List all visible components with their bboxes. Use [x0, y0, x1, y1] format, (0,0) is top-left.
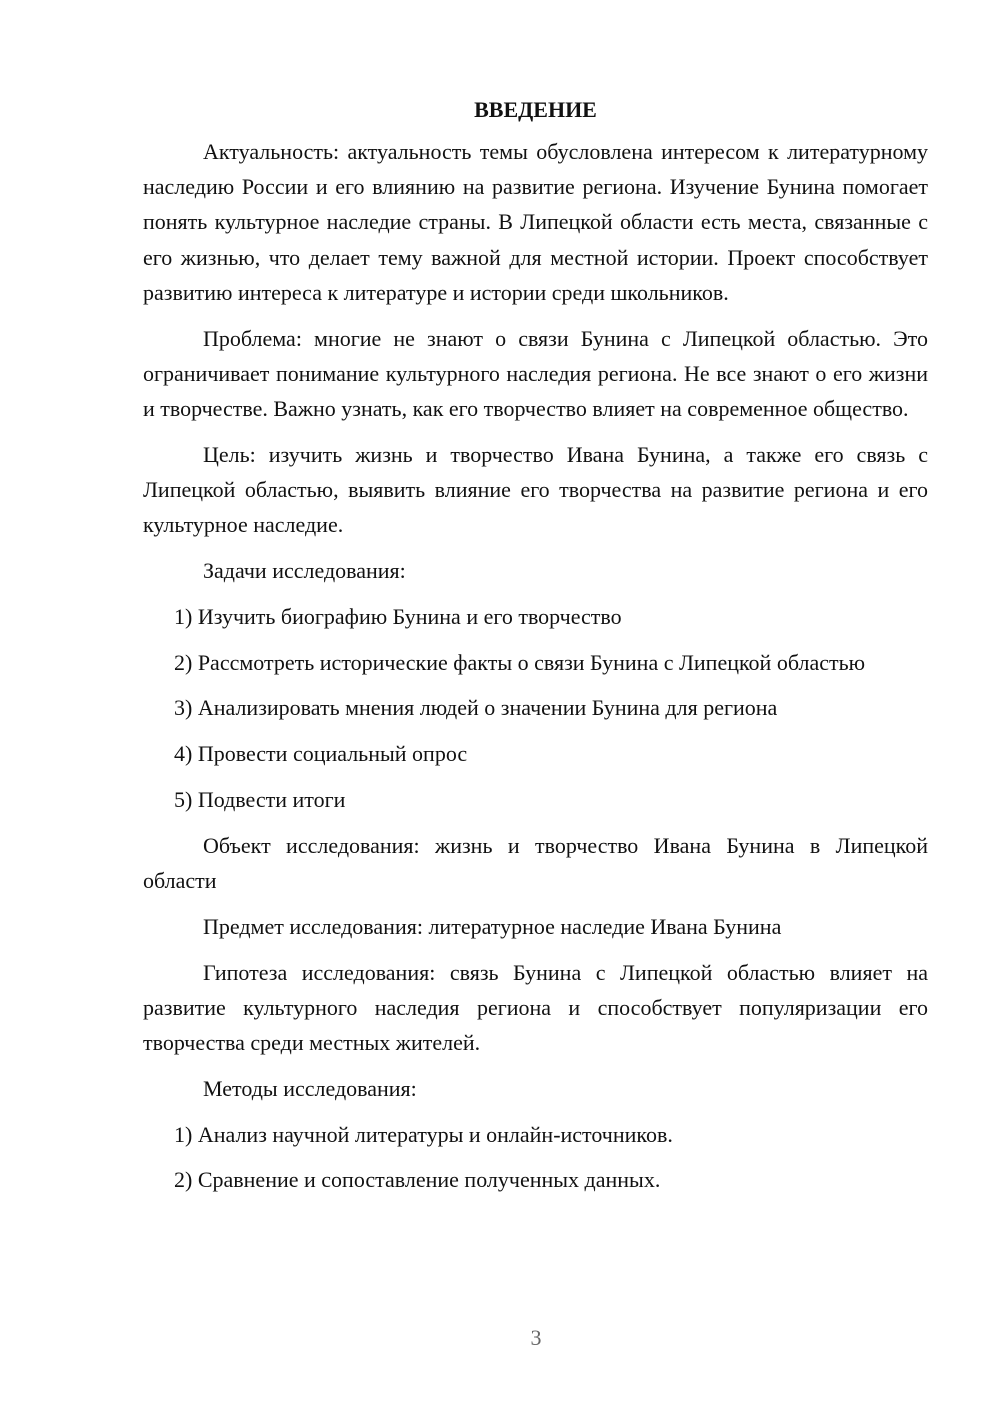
section-heading: ВВЕДЕНИЕ [474, 97, 597, 122]
tasks-heading: Задачи исследования: [203, 558, 406, 584]
goal-paragraph: Цель: изучить жизнь и творчество Ивана Бунина, а также его связь с Липецкой областью, выявить влияние его творчества на развитие региона и его культурное наследие. [143, 441, 928, 538]
methods-heading: Методы исследования: [203, 1075, 417, 1101]
hypothesis-paragraph: Гипотеза исследования: связь Бунина с Липецкой областью влияет на развитие культурного наследия региона и способствует популяризации его творчества среди местных жителей. [143, 959, 928, 1055]
object-paragraph: Объект исследования: жизнь и творчество Ивана Бунина в Липецкой области [143, 832, 928, 893]
problem-paragraph: Проблема: многие не знают о связи Бунина с Липецкой областью. Это ограничивает понимание культурного наследия региона. Не все знают о его жизни и творчестве. Важно узнать, как его творчество влияет на современное общество. [143, 325, 928, 422]
method-item-2: 2) Сравнение и сопоставление полученных данных. [174, 1167, 661, 1193]
subject-paragraph: Предмет исследования: литературное наследие Ивана Бунина [203, 913, 782, 939]
page-content [143, 92, 928, 1208]
page-number: 3 [530, 1325, 542, 1350]
task-item-2: 2) Рассмотреть исторические факты о связи Бунина с Липецкой областью [174, 649, 866, 675]
task-item-3: 3) Анализировать мнения людей о значении Бунина для региона [174, 695, 778, 721]
task-item-5: 5) Подвести итоги [174, 787, 346, 812]
task-item-1: 1) Изучить биографию Бунина и его творчество [174, 603, 622, 629]
relevance-paragraph: Актуальность: актуальность темы обусловлена интересом к литературному наследию России и его влиянию на развитие региона. Изучение Бунина помогает понять культурное наследие страны. В Липецкой области есть места, связанные с его жизнью, что делает тему важной для местной истории. Проект способствует развитию интереса к литературе и истории среди школьников. [143, 139, 928, 305]
method-item-1: 1) Анализ научной литературы и онлайн-источников. [174, 1121, 673, 1147]
task-item-4: 4) Провести социальный опрос [174, 741, 468, 767]
